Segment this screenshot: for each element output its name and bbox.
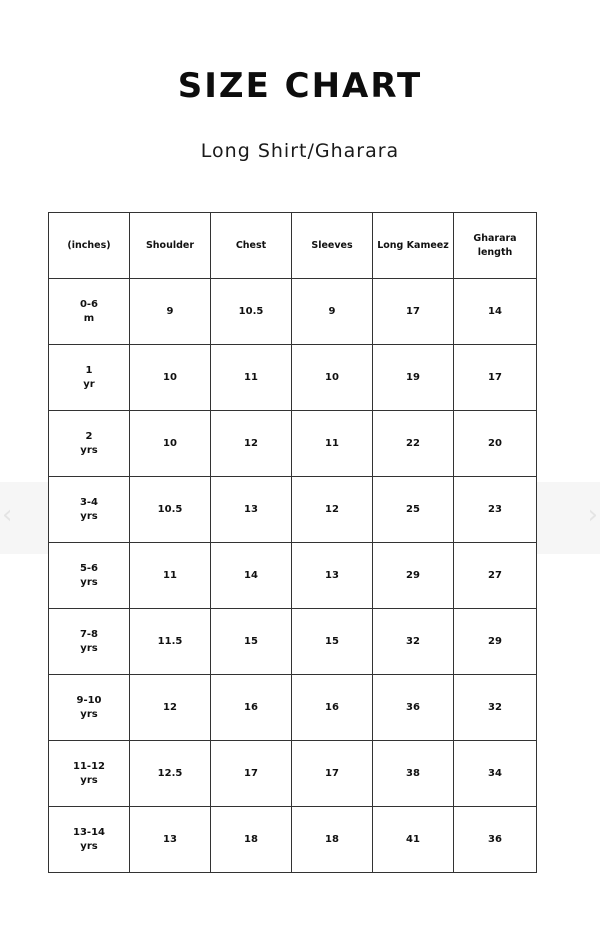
measurement-cell: 10: [130, 345, 211, 411]
measurement-cell: 13: [211, 477, 292, 543]
measurement-cell: 15: [211, 609, 292, 675]
measurement-cell: 12: [211, 411, 292, 477]
table-row: [49, 543, 537, 609]
table-row: [49, 411, 537, 477]
size-label-cell: [49, 543, 130, 609]
table-row: [49, 477, 537, 543]
header-cell-gharara-length: Gharara length: [454, 213, 537, 279]
measurement-cell: 36: [454, 807, 537, 873]
size-label-range: 13-14: [73, 826, 105, 838]
size-table: [48, 212, 537, 873]
table-row: [49, 741, 537, 807]
size-label-unit: yrs: [80, 642, 98, 654]
measurement-cell: 11: [130, 543, 211, 609]
size-label-cell: [49, 411, 130, 477]
measurement-cell: 38: [373, 741, 454, 807]
header-cell-sleeves: Sleeves: [292, 213, 373, 279]
measurement-cell: 10: [130, 411, 211, 477]
measurement-cell: 16: [211, 675, 292, 741]
size-label-cell: [49, 675, 130, 741]
size-label-unit: yrs: [80, 444, 98, 456]
chevron-right-icon[interactable]: ›: [587, 500, 598, 530]
measurement-cell: 29: [373, 543, 454, 609]
measurement-cell: 15: [292, 609, 373, 675]
size-label-unit: yr: [83, 378, 95, 390]
header-cell-shoulder: Shoulder: [130, 213, 211, 279]
measurement-cell: 18: [292, 807, 373, 873]
measurement-cell: 29: [454, 609, 537, 675]
size-label-cell: [49, 609, 130, 675]
size-label-cell: [49, 741, 130, 807]
measurement-cell: 10.5: [130, 477, 211, 543]
measurement-cell: 11.5: [130, 609, 211, 675]
measurement-cell: 17: [454, 345, 537, 411]
measurement-cell: 12: [292, 477, 373, 543]
measurement-cell: 16: [292, 675, 373, 741]
size-label-unit: m: [83, 312, 95, 324]
measurement-cell: 10.5: [211, 279, 292, 345]
measurement-cell: 11: [292, 411, 373, 477]
measurement-cell: 36: [373, 675, 454, 741]
measurement-cell: 22: [373, 411, 454, 477]
size-label-unit: yrs: [80, 774, 98, 786]
page-title: SIZE CHART: [177, 66, 423, 106]
measurement-cell: 32: [373, 609, 454, 675]
header-cell-chest: Chest: [211, 213, 292, 279]
measurement-cell: 32: [454, 675, 537, 741]
size-label-range: 9-10: [76, 694, 102, 706]
size-label-range: 11-12: [73, 760, 105, 772]
size-label-range: 2: [85, 430, 93, 442]
size-label-range: 7-8: [79, 628, 99, 640]
table-row: [49, 279, 537, 345]
size-label-unit: yrs: [80, 576, 98, 588]
size-label-cell: [49, 279, 130, 345]
measurement-cell: 13: [292, 543, 373, 609]
measurement-cell: 25: [373, 477, 454, 543]
measurement-cell: 17: [292, 741, 373, 807]
measurement-cell: 11: [211, 345, 292, 411]
measurement-cell: 20: [454, 411, 537, 477]
measurement-cell: 34: [454, 741, 537, 807]
page-subtitle: Long Shirt/Gharara: [200, 140, 400, 162]
measurement-cell: 9: [292, 279, 373, 345]
measurement-cell: 12: [130, 675, 211, 741]
table-header-row: [49, 213, 537, 279]
measurement-cell: 14: [454, 279, 537, 345]
measurement-cell: 18: [211, 807, 292, 873]
measurement-cell: 10: [292, 345, 373, 411]
measurement-cell: 27: [454, 543, 537, 609]
size-label-range: 1: [85, 364, 93, 376]
table-row: [49, 675, 537, 741]
size-label-unit: yrs: [80, 708, 98, 720]
table-row: [49, 345, 537, 411]
measurement-cell: 9: [130, 279, 211, 345]
measurement-cell: 23: [454, 477, 537, 543]
size-label-range: 0-6: [79, 298, 99, 310]
size-label-range: 3-4: [79, 496, 99, 508]
size-label-cell: [49, 477, 130, 543]
measurement-cell: 17: [211, 741, 292, 807]
size-label-cell: [49, 807, 130, 873]
header-cell-long-kameez: Long Kameez: [373, 213, 454, 279]
measurement-cell: 41: [373, 807, 454, 873]
measurement-cell: 19: [373, 345, 454, 411]
size-label-unit: yrs: [80, 840, 98, 852]
measurement-cell: 12.5: [130, 741, 211, 807]
chevron-left-icon[interactable]: ‹: [2, 500, 13, 530]
measurement-cell: 14: [211, 543, 292, 609]
measurement-cell: 13: [130, 807, 211, 873]
table-row: [49, 609, 537, 675]
header-cell-unit: (inches): [49, 213, 130, 279]
measurement-cell: 17: [373, 279, 454, 345]
size-label-range: 5-6: [79, 562, 99, 574]
size-label-unit: yrs: [80, 510, 98, 522]
size-label-cell: [49, 345, 130, 411]
table-row: [49, 807, 537, 873]
